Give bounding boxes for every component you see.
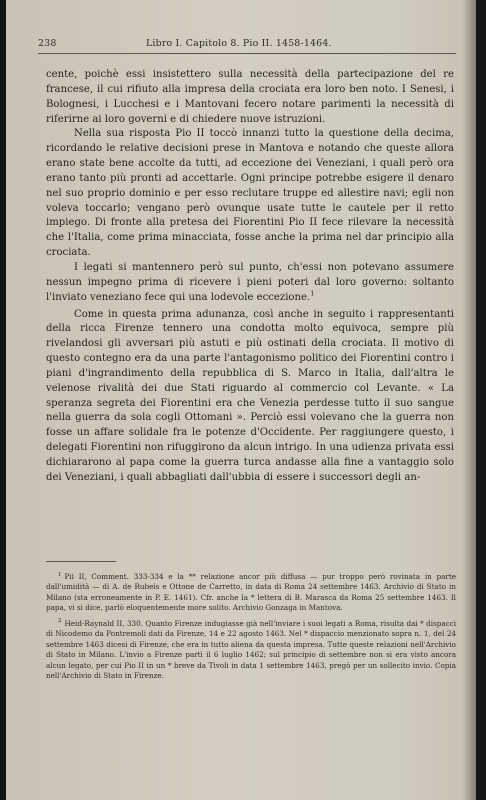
running-head: Libro I. Capitolo 8. Pio II. 1458-1464. — [146, 38, 332, 49]
footnote — [46, 572, 456, 614]
footnote-text: Heid-Raynald II, 330. Quanto Firenze indugiasse già nell'inviare i suoi legati a Roma, risulta dai * dispacci di Nicodemo da Pontremoli dati da Firenze, 14 e 22 agosto 1463. Nel * dispaccio menzionato sopra n. 1, del 24 settembre 1463 dicesi di Firenze, che era in tutto aliena da questa impresa. Tutte queste relazioni nell'Archivio di Stato in Milano. L'invio a Firenze partì il 6 luglio 1462; sul principio di settembre non si era visto ancora alcun legato, per cui Pio II in un * breve da Tivoli in data 1 settembre 1463, pregò per un sollecito invio. Copia nell'Archivio di Stato in Firenze. — [46, 618, 456, 681]
paragraph — [46, 127, 454, 261]
main-text — [46, 68, 454, 486]
paragraph-text: Nella sua risposta Pio II toccò innanzi tutto la questione della decima, ricordando le relative decisioni prese in Mantova e notando che queste allora erano state bene accolte da tutti, ad eccezione dei Veneziani, i quali però ora erano tanto più pronti ad accettarle. Ogni principe potrebbe esigere il denaro nel suo proprio dominio e per esso reclutare truppe ed allestire navi; egli non voleva toccarlo; vengano però ovunque usate tutte le cautele per il retto impiego. Di fronte alla pretesa dei Fiorentini Pio II fece rilevare la necessità che l'Italia, come prima minacciata, fosse anche la prima nel dar principio alla crociata. — [46, 128, 454, 259]
book-page — [6, 0, 476, 800]
footnote-text: Pii II, Comment. 333-334 e la ** relazione ancor più diffusa — pur troppo però rovinata in parte dall'umidità — di A. de Rubeis e Ottone de Carretto, in data di Roma 24 settembre 1463. Archivio di Stato in Milano (sta erroneamente in P. E. 1461). Cfr. anche la * lettera di B. Marasca da Roma 25 settembre 1463. Il papa, vi si dice, parlò eloquentemente more solito. Archivio Gonzaga in Mantova. — [46, 572, 456, 613]
page-edge-shadow — [462, 0, 476, 800]
header-rule — [38, 53, 456, 54]
paragraph — [46, 308, 454, 486]
paragraph-text: I legati si mantennero però sul punto, ch'essi non potevano assumere nessun impegno prima di ricevere i pieni poteri dal loro governo: soltanto l'inviato veneziano fece qui una lodevole eccezione. — [46, 261, 454, 303]
paragraph-text: Come in questa prima adunanza, così anche in seguito i rappresentanti della ricca Firenze tennero una condotta molto equivoca, sempre più rivelandosi gli avversari più astuti e più ostinati della crociata. Il motivo di questo contegno era da una parte l'antagonismo politico dei Fiorentini contro i piani d'ingrandimento della repubblica di S. Marco in Italia, dall'altra le velenose rivalità dei due Stati riguardo al commercio col Levante. « La speranza segreta dei Fiorentini era che Venezia perdesse tutto il suo sangue nella guerra da sola cogli Ottomani ». Perciò essi volevano che la guerra non fosse un affare solidale fra le potenze d'Occidente. Per raggiungere questo, i delegati Fiorentini non rifuggirono da alcun intrigo. In una udienza privata essi dichiararono al papa come la guerra turca andasse alla fine a vantaggio solo dei Veneziani, i quali abbagliati dall'ubbia di essere i successori degli an- — [46, 308, 454, 483]
paragraph — [46, 261, 454, 306]
footnotes — [46, 572, 456, 682]
paragraph — [46, 68, 454, 127]
footnote-number: 2 — [58, 618, 62, 625]
page-header — [38, 38, 458, 54]
footnote-number: 1 — [58, 571, 62, 578]
page-number: 238 — [38, 38, 57, 49]
footnote — [46, 619, 456, 682]
paragraph-text: cente, poichè essi insistettero sulla necessità della partecipazione del re francese, il cui rifiuto alla impresa della crociata era loro ben noto. I Senesi, i Bolognesi, i Lucchesi e i Mantovani fecero notare parimenti la necessità di riferirne ai loro governi e di chiedere nuove istruzioni. — [46, 69, 454, 125]
footnote-rule — [46, 561, 116, 562]
footnote-mark: 1 — [310, 289, 315, 298]
